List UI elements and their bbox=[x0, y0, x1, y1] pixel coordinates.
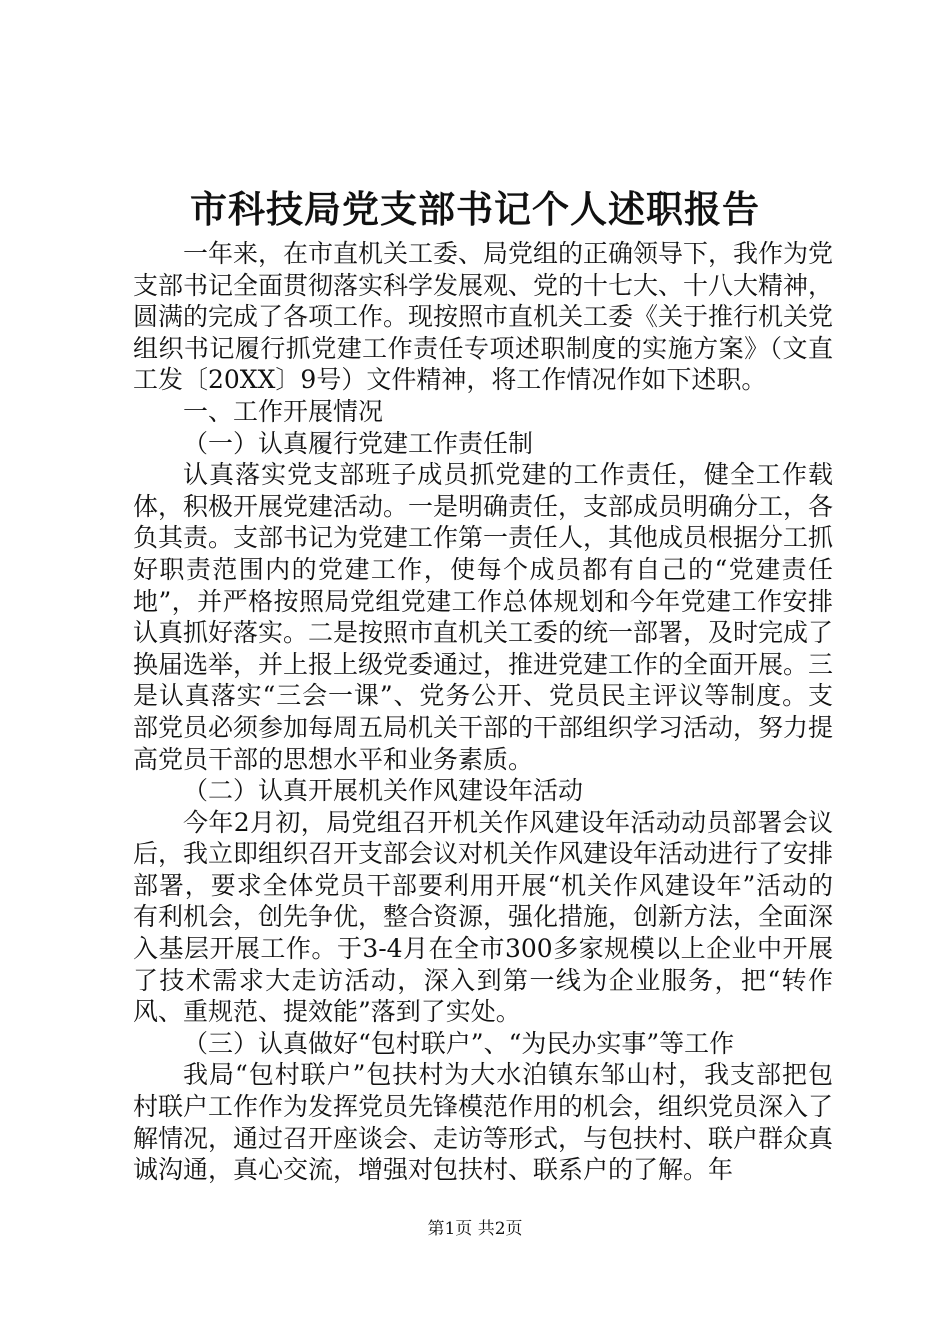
paragraph-3: 我局“包村联户”包扶村为大水泊镇东邹山村，我支部把包村联户工作作为发挥党员先锋模范作用的机会，组织党员深入了解情况，通过召开座谈会、走访等形式，与包扶村、联户群众真诚沟通，真心交流，增强对包扶村、联系户的了解。年 bbox=[133, 1060, 834, 1185]
paragraph-2: 今年2月初，局党组召开机关作风建设年活动动员部署会议后，我立即组织召开支部会议对机关作风建设年活动进行了安排部署，要求全体党员干部要利用开展“机关作风建设年”活动的有利机会，创先争优，整合资源，强化措施，创新方法，全面深入基层开展工作。于3-4月在全市300多家规模以上企业中开展了技术需求大走访活动，深入到第一线为企业服务，把“转作风、重规范、提效能”落到了实处。 bbox=[133, 807, 834, 1027]
subsection-heading-1: （一）认真履行党建工作责任制 bbox=[183, 428, 534, 458]
paragraph-intro: 一年来，在市直机关工委、局党组的正确领导下，我作为党支部书记全面贯彻落实科学发展观、党的十七大、十八大精神，圆满的完成了各项工作。现按照市直机关工委《关于推行机关党组织书记履行抓党建工作责任专项述职制度的实施方案》（文直工发〔20XX〕9号）文件精神，将工作情况作如下述职。 bbox=[133, 239, 834, 395]
subsection-heading-3: （三）认真做好“包村联户”、“为民办实事”等工作 bbox=[183, 1028, 735, 1058]
section-heading: 一、工作开展情况 bbox=[183, 396, 384, 426]
document-title: 市科技局党支部书记个人述职报告 bbox=[190, 187, 760, 231]
subsection-heading-2: （二）认真开展机关作风建设年活动 bbox=[183, 776, 584, 806]
document-body bbox=[133, 238, 833, 1186]
page-footer: 第1页 共2页 bbox=[427, 1219, 523, 1239]
paragraph-1: 认真落实党支部班子成员抓党建的工作责任，健全工作载体，积极开展党建活动。一是明确责任，支部成员明确分工，各负其责。支部书记为党建工作第一责任人，其他成员根据分工抓好职责范围内的党建工作，使每个成员都有自己的“党建责任地”，并严格按照局党组党建工作总体规划和今年党建工作安排认真抓好落实。二是按照市直机关工委的统一部署，及时完成了换届选举，并上报上级党委通过，推进党建工作的全面开展。三是认真落实“三会一课”、党务公开、党员民主评议等制度。支部党员必须参加每周五局机关干部的干部组织学习活动，努力提高党员干部的思想水平和业务素质。 bbox=[133, 460, 834, 774]
